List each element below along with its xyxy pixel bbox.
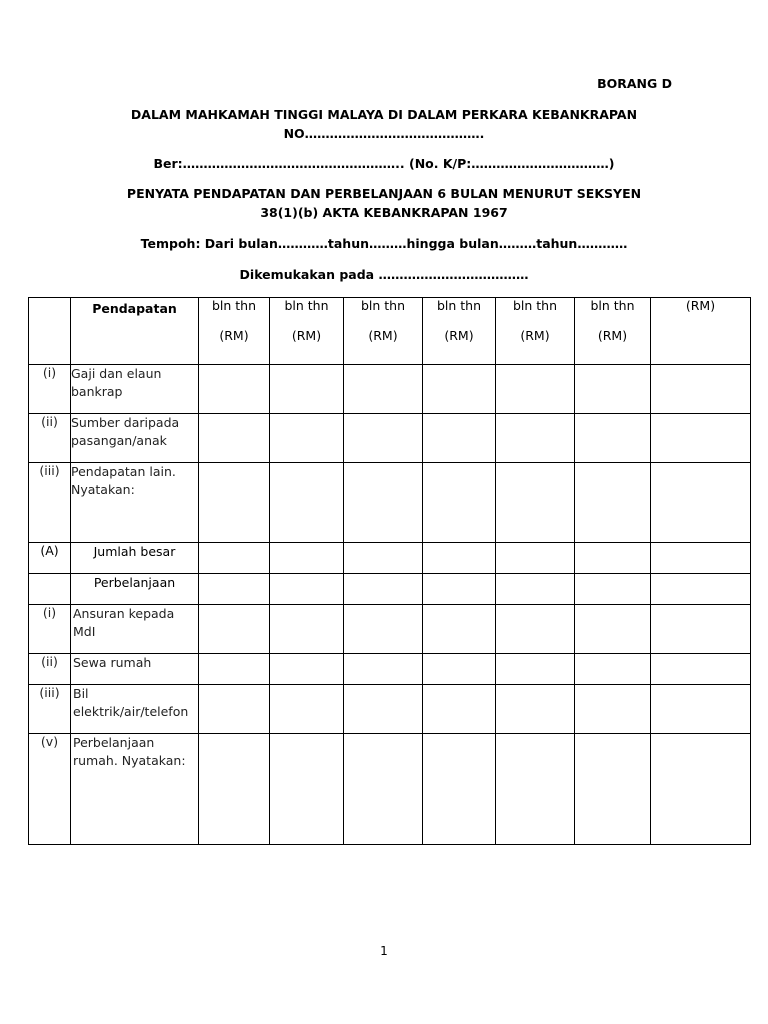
- input-cell[interactable]: [344, 654, 423, 685]
- table-row: [29, 654, 751, 685]
- total-row-label: Jumlah besar: [71, 543, 199, 574]
- blank-cell: [29, 574, 71, 605]
- input-cell[interactable]: [270, 414, 344, 463]
- row-description: Perbelanjaan rumah. Nyatakan:: [71, 734, 199, 845]
- table-row: [29, 365, 751, 414]
- month-col-2: bln thn (RM): [270, 298, 344, 365]
- input-cell[interactable]: [575, 734, 651, 845]
- income-expense-table: [28, 297, 751, 845]
- month-col-1: bln thn (RM): [199, 298, 270, 365]
- input-cell[interactable]: [270, 654, 344, 685]
- input-cell[interactable]: [423, 734, 496, 845]
- input-cell[interactable]: [423, 543, 496, 574]
- input-cell[interactable]: [344, 414, 423, 463]
- input-cell[interactable]: [199, 605, 270, 654]
- input-cell[interactable]: [270, 463, 344, 543]
- table-row: [29, 463, 751, 543]
- input-cell[interactable]: [496, 365, 575, 414]
- input-cell[interactable]: [199, 654, 270, 685]
- table-header-row: [29, 298, 751, 365]
- input-cell[interactable]: [496, 414, 575, 463]
- total-row-number: (A): [29, 543, 71, 574]
- input-cell[interactable]: [423, 605, 496, 654]
- month-col-4: bln thn (RM): [423, 298, 496, 365]
- table-row: [29, 734, 751, 845]
- input-cell[interactable]: [344, 543, 423, 574]
- total-col: (RM): [651, 298, 751, 365]
- input-cell[interactable]: [270, 543, 344, 574]
- input-cell[interactable]: [575, 543, 651, 574]
- input-cell[interactable]: [199, 685, 270, 734]
- input-cell[interactable]: [651, 365, 751, 414]
- input-cell[interactable]: [651, 543, 751, 574]
- input-cell[interactable]: [423, 463, 496, 543]
- table-row: [29, 685, 751, 734]
- input-cell[interactable]: [344, 463, 423, 543]
- input-cell[interactable]: [199, 734, 270, 845]
- row-description: Sewa rumah: [71, 654, 199, 685]
- input-cell[interactable]: [270, 365, 344, 414]
- input-cell[interactable]: [344, 685, 423, 734]
- statement-title: PENYATA PENDAPATAN DAN PERBELANJAAN 6 BULAN MENURUT SEKSYEN: [126, 186, 642, 201]
- input-cell[interactable]: [575, 685, 651, 734]
- bankrupt-name-ic: Ber:…………………………………………….. (No. K/P:……………………………): [153, 156, 615, 171]
- input-cell[interactable]: [651, 734, 751, 845]
- row-description: Bil elektrik/air/telefon: [71, 685, 199, 734]
- blank-cell: [651, 574, 751, 605]
- blank-cell: [575, 574, 651, 605]
- input-cell[interactable]: [423, 414, 496, 463]
- input-cell[interactable]: [344, 734, 423, 845]
- input-cell[interactable]: [270, 605, 344, 654]
- input-cell[interactable]: [199, 463, 270, 543]
- input-cell[interactable]: [496, 605, 575, 654]
- input-cell[interactable]: [496, 463, 575, 543]
- input-cell[interactable]: [423, 654, 496, 685]
- input-cell[interactable]: [651, 414, 751, 463]
- input-cell[interactable]: [496, 654, 575, 685]
- table-row: [29, 414, 751, 463]
- row-number: (iii): [29, 685, 71, 734]
- input-cell[interactable]: [344, 365, 423, 414]
- row-number: (i): [29, 605, 71, 654]
- input-cell[interactable]: [496, 734, 575, 845]
- row-number: (ii): [29, 414, 71, 463]
- input-cell[interactable]: [575, 463, 651, 543]
- header-num-cell: [29, 298, 71, 365]
- blank-cell: [199, 574, 270, 605]
- row-description: Sumber daripada pasangan/anak: [71, 414, 199, 463]
- row-number: (iii): [29, 463, 71, 543]
- input-cell[interactable]: [199, 414, 270, 463]
- blank-cell: [344, 574, 423, 605]
- row-number: (i): [29, 365, 71, 414]
- input-cell[interactable]: [651, 605, 751, 654]
- input-cell[interactable]: [651, 463, 751, 543]
- input-cell[interactable]: [575, 654, 651, 685]
- table-row: [29, 605, 751, 654]
- blank-cell: [496, 574, 575, 605]
- submitted-on: Dikemukakan pada ………………………………: [239, 267, 529, 282]
- blank-cell: [270, 574, 344, 605]
- row-number: (v): [29, 734, 71, 845]
- case-number: NO…………………………………….: [283, 126, 485, 141]
- input-cell[interactable]: [651, 685, 751, 734]
- month-col-6: bln thn (RM): [575, 298, 651, 365]
- input-cell[interactable]: [199, 543, 270, 574]
- input-cell[interactable]: [270, 685, 344, 734]
- input-cell[interactable]: [575, 365, 651, 414]
- blank-cell: [423, 574, 496, 605]
- month-col-5: bln thn (RM): [496, 298, 575, 365]
- month-col-3: bln thn (RM): [344, 298, 423, 365]
- expense-header: Perbelanjaan: [71, 574, 199, 605]
- input-cell[interactable]: [423, 685, 496, 734]
- statement-title-cont: 38(1)(b) AKTA KEBANKRAPAN 1967: [260, 205, 508, 220]
- input-cell[interactable]: [575, 414, 651, 463]
- row-description: Ansuran kepada MdI: [71, 605, 199, 654]
- input-cell[interactable]: [496, 543, 575, 574]
- page-number: 1: [380, 944, 388, 958]
- row-number: (ii): [29, 654, 71, 685]
- input-cell[interactable]: [651, 654, 751, 685]
- form-id: BORANG D: [597, 76, 672, 91]
- row-description: Gaji dan elaun bankrap: [71, 365, 199, 414]
- input-cell[interactable]: [344, 605, 423, 654]
- expense-header-row: [29, 574, 751, 605]
- input-cell[interactable]: [199, 365, 270, 414]
- input-cell[interactable]: [575, 605, 651, 654]
- row-description: Pendapatan lain. Nyatakan:: [71, 463, 199, 543]
- input-cell[interactable]: [270, 734, 344, 845]
- input-cell[interactable]: [496, 685, 575, 734]
- income-header: Pendapatan: [71, 298, 199, 365]
- input-cell[interactable]: [423, 365, 496, 414]
- period-line: Tempoh: Dari bulan…………tahun………hingga bulan………tahun…………: [140, 236, 628, 251]
- court-title: DALAM MAHKAMAH TINGGI MALAYA DI DALAM PERKARA KEBANKRAPAN: [130, 107, 638, 122]
- total-row: [29, 543, 751, 574]
